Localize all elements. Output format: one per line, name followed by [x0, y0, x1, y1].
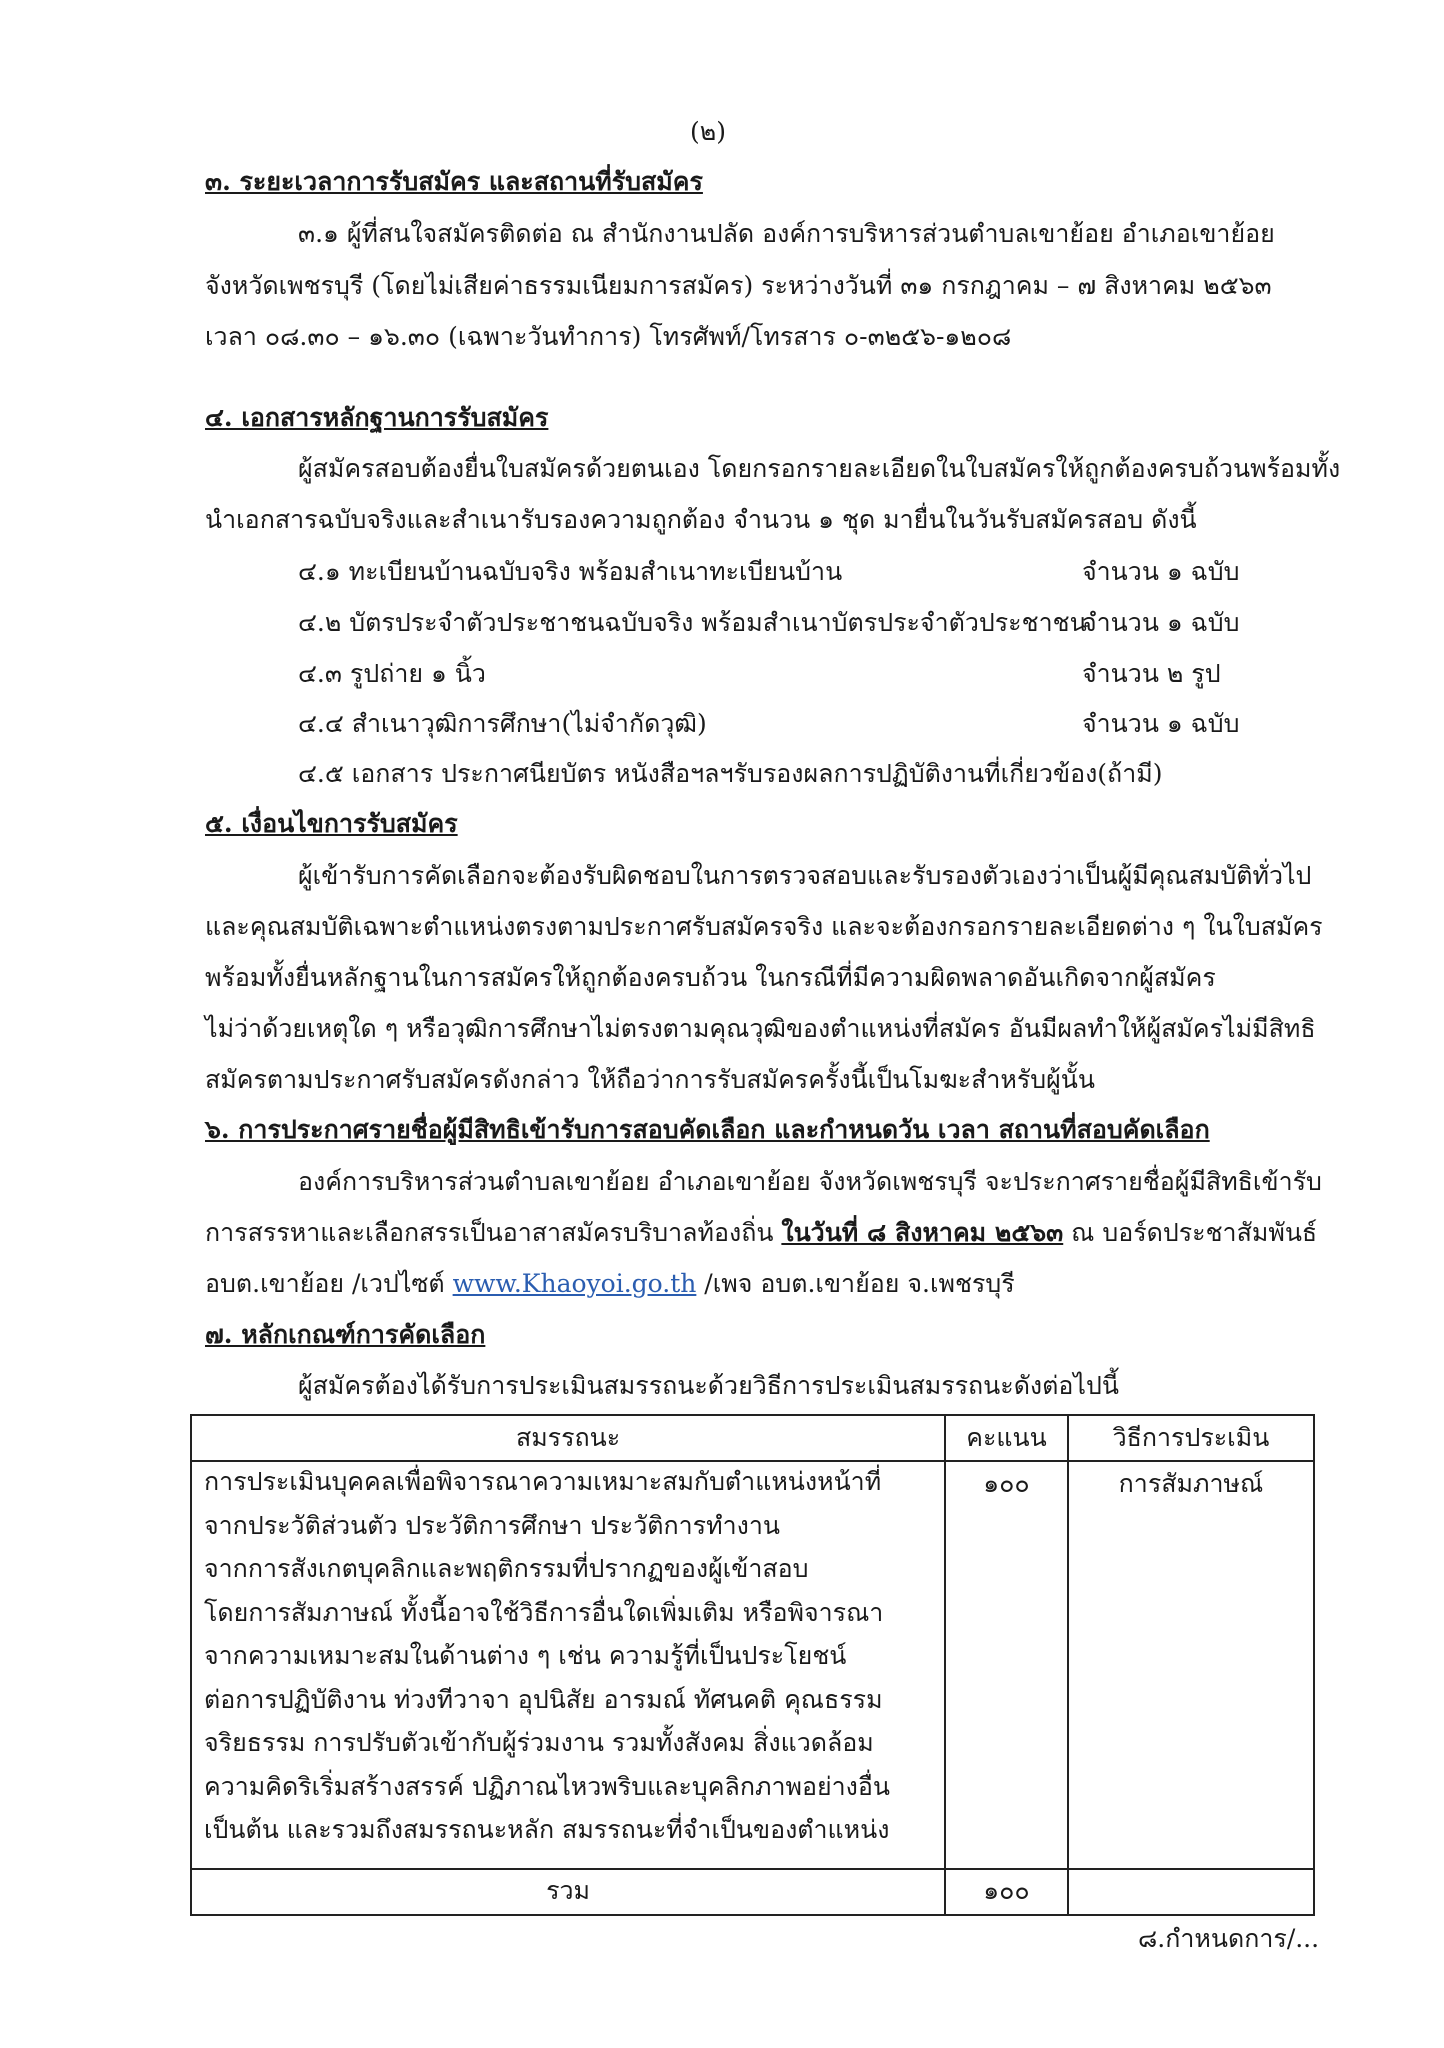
assessment-method: การสัมภาษณ์: [1068, 1461, 1314, 1869]
table-row: [191, 1461, 1314, 1869]
description-line: ความคิดริเริ่มสร้างสรรค์ ปฏิภาณไหวพริบและบุคลิกภาพอย่างอื่น: [204, 1771, 890, 1801]
section5-line: พร้อมทั้งยื่นหลักฐานในการสมัครให้ถูกต้องครบถ้วน ในกรณีที่มีความผิดพลาดอันเกิดจากผู้สมัคร: [205, 963, 1216, 992]
total-method-empty: [1068, 1869, 1314, 1915]
section3-line: ๓.๑ ผู้ที่สนใจสมัครติดต่อ ณ สำนักงานปลัด องค์การบริหารส่วนตำบลเขาย้อย อำเภอเขาย้อย: [298, 219, 1275, 248]
description-line: จริยธรรม การปรับตัวเข้ากับผู้ร่วมงาน รวมทั้งสังคม สิ่งแวดล้อม: [204, 1728, 874, 1757]
section4-item-qty: จำนวน ๑ ฉบับ: [1082, 709, 1240, 738]
continuation-note: ๘.กำหนดการ/...: [1138, 1924, 1320, 1953]
competency-score: ๑๐๐: [945, 1461, 1068, 1869]
section6-line-text: ณ บอร์ดประชาสัมพันธ์: [1063, 1218, 1318, 1247]
section6-line-text: อบต.เขาย้อย /เวปไซต์: [205, 1269, 453, 1298]
competency-description: [191, 1461, 945, 1869]
section4-item: ๔.๕ เอกสาร ประกาศนียบัตร หนังสือฯลฯรับรองผลการปฏิบัติงานที่เกี่ยวข้อง(ถ้ามี): [298, 759, 1163, 788]
page-number: (๒): [690, 117, 726, 146]
section5-line: สมัครตามประกาศรับสมัครดังกล่าว ให้ถือว่าการรับสมัครครั้งนี้เป็นโมฆะสำหรับผู้นั้น: [205, 1065, 1095, 1094]
section4-item: ๔.๑ ทะเบียนบ้านฉบับจริง พร้อมสำเนาทะเบียนบ้าน: [298, 557, 843, 586]
description-line: การประเมินบุคคลเพื่อพิจารณาความเหมาะสมกับตำแหน่งหน้าที่: [204, 1467, 882, 1496]
section5-line: และคุณสมบัติเฉพาะตำแหน่งตรงตามประกาศรับสมัครจริง และจะต้องกรอกรายละเอียดต่าง ๆ ในใบสมัคร: [205, 912, 1323, 941]
section7-heading: ๗. หลักเกณฑ์การคัดเลือก: [205, 1320, 486, 1349]
competency-table: [190, 1414, 1315, 1916]
total-label: รวม: [191, 1869, 945, 1915]
section4-item-qty: จำนวน ๑ ฉบับ: [1082, 608, 1240, 637]
section6-line-text: /เพจ อบต.เขาย้อย จ.เพชรบุรี: [696, 1269, 1015, 1298]
section6-line: [205, 1270, 1015, 1299]
header-method: วิธีการประเมิน: [1068, 1415, 1314, 1461]
description-line: เป็นต้น และรวมถึงสมรรถนะหลัก สมรรถนะที่จำเป็นของตำแหน่ง: [204, 1815, 890, 1844]
description-line: โดยการสัมภาษณ์ ทั้งนี้อาจใช้วิธีการอื่นใดเพิ่มเติม หรือพิจารณา: [204, 1597, 884, 1627]
section4-heading: ๔. เอกสารหลักฐานการรับสมัคร: [205, 403, 549, 432]
section4-intro: ผู้สมัครสอบต้องยื่นใบสมัครด้วยตนเอง โดยกรอกรายละเอียดในใบสมัครให้ถูกต้องครบถ้วนพร้อมทั้ง: [298, 454, 1341, 483]
section4-intro: นำเอกสารฉบับจริงและสำเนารับรองความถูกต้อง จำนวน ๑ ชุด มายื่นในวันรับสมัครสอบ ดังนี้: [205, 505, 1197, 534]
section6-line: [205, 1219, 1317, 1248]
description-line: จากความเหมาะสมในด้านต่าง ๆ เช่น ความรู้ที่เป็นประโยชน์: [204, 1641, 847, 1670]
description-line: จากประวัติส่วนตัว ประวัติการศึกษา ประวัติการทำงาน: [204, 1510, 780, 1540]
website-link[interactable]: www.Khaoyoi.go.th: [452, 1269, 697, 1298]
section4-item-qty: จำนวน ๑ ฉบับ: [1082, 557, 1240, 586]
section3-line: จังหวัดเพชรบุรี (โดยไม่เสียค่าธรรมเนียมการสมัคร) ระหว่างวันที่ ๓๑ กรกฎาคม – ๗ สิงหาคม ๒๕๖๓: [205, 271, 1272, 300]
header-competency: สมรรถนะ: [191, 1415, 945, 1461]
section5-line: ไม่ว่าด้วยเหตุใด ๆ หรือวุฒิการศึกษาไม่ตรงตามคุณวุฒิของตำแหน่งที่สมัคร อันมีผลทำให้ผู้สมัครไม่มีสิทธิ: [205, 1014, 1316, 1043]
description-line: ต่อการปฏิบัติงาน ท่วงทีวาจา อุปนิสัย อารมณ์ ทัศนคติ คุณธรรม: [204, 1684, 883, 1714]
table-total-row: [191, 1869, 1314, 1915]
section4-item: ๔.๒ บัตรประจำตัวประชาชนฉบับจริง พร้อมสำเนาบัตรประจำตัวประชาชน: [298, 608, 1087, 637]
section4-item: ๔.๔ สำเนาวุฒิการศึกษา(ไม่จำกัดวุฒิ): [298, 709, 707, 738]
section3-line: เวลา ๐๘.๓๐ – ๑๖.๓๐ (เฉพาะวันทำการ) โทรศัพท์/โทรสาร ๐-๓๒๕๖-๑๒๐๘: [205, 322, 1012, 351]
section5-line: ผู้เข้ารับการคัดเลือกจะต้องรับผิดชอบในการตรวจสอบและรับรองตัวเองว่าเป็นผู้มีคุณสมบัติทั่วไป: [298, 861, 1312, 890]
section6-heading: ๖. การประกาศรายชื่อผู้มีสิทธิเข้ารับการสอบคัดเลือก และกำหนดวัน เวลา สถานที่สอบคัดเลือก: [205, 1115, 1210, 1144]
header-score: คะแนน: [945, 1415, 1068, 1461]
table-header-row: [191, 1415, 1314, 1461]
section7-intro: ผู้สมัครต้องได้รับการประเมินสมรรถนะด้วยวิธีการประเมินสมรรถนะดังต่อไปนี้: [298, 1371, 1119, 1400]
section4-item: ๔.๓ รูปถ่าย ๑ นิ้ว: [298, 659, 486, 688]
section5-heading: ๕. เงื่อนไขการรับสมัคร: [205, 809, 458, 838]
description-line: จากการสังเกตบุคลิกและพฤติกรรมที่ปรากฏของผู้เข้าสอบ: [204, 1554, 809, 1583]
section6-line: องค์การบริหารส่วนตำบลเขาย้อย อำเภอเขาย้อย จังหวัดเพชรบุรี จะประกาศรายชื่อผู้มีสิทธิเข้ารับ: [298, 1167, 1322, 1196]
announcement-date: ในวันที่ ๘ สิงหาคม ๒๕๖๓: [781, 1218, 1064, 1247]
section3-heading: ๓. ระยะเวลาการรับสมัคร และสถานที่รับสมัคร: [205, 167, 703, 196]
section6-line-text: การสรรหาและเลือกสรรเป็นอาสาสมัครบริบาลท้องถิ่น: [205, 1218, 782, 1247]
section4-item-qty: จำนวน ๒ รูป: [1082, 659, 1221, 688]
total-score: ๑๐๐: [945, 1869, 1068, 1915]
